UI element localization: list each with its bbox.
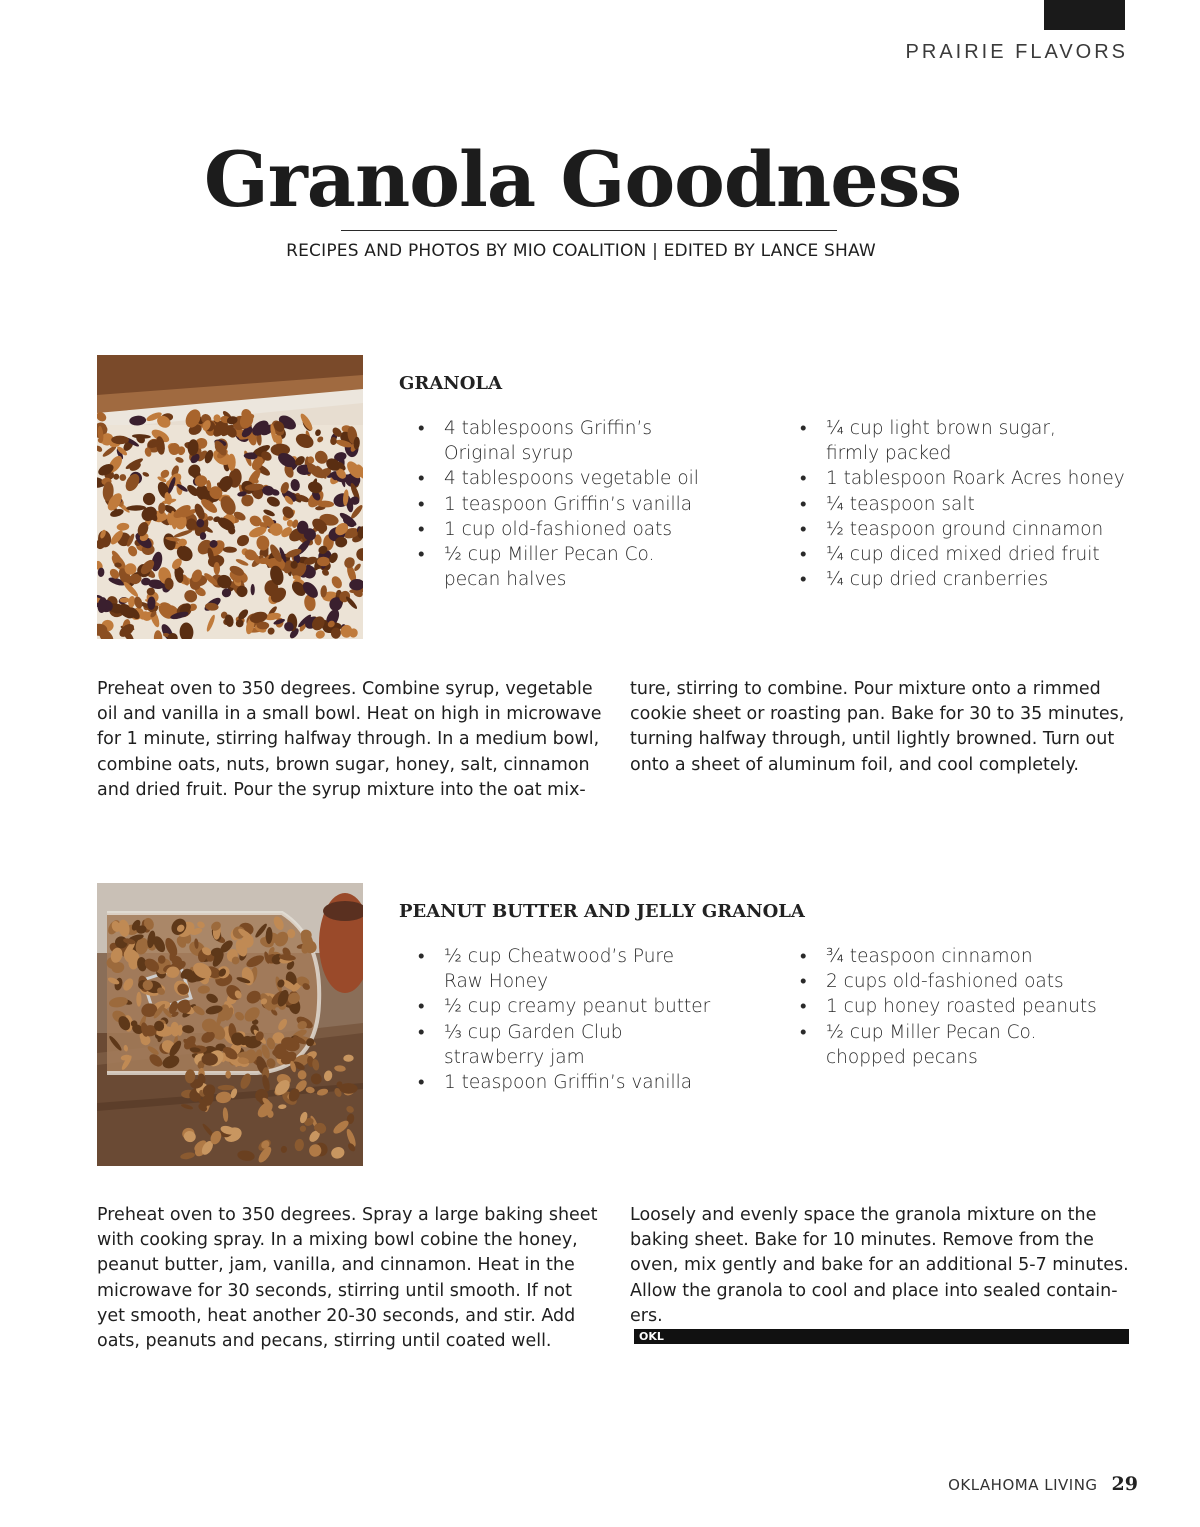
directions-line: peanut butter, jam, vanilla, and cinnamon. Heat in the xyxy=(97,1255,575,1276)
directions-line: Allow the granola to cool and place into sealed contain- xyxy=(630,1280,1118,1301)
ingredient-item: • 1 teaspoon Griffin’s vanilla xyxy=(418,492,699,517)
ingredient-item: • 1 tablespoon Roark Acres honey xyxy=(800,466,1125,491)
section-label: PRAIRIE FLAVORS xyxy=(905,41,1128,63)
ingredient-list xyxy=(418,944,710,1095)
directions-line: microwave for 30 seconds, stirring until smooth. If not xyxy=(97,1280,572,1301)
corner-tab xyxy=(1044,0,1125,30)
directions-line: Preheat oven to 350 degrees. Spray a large baking sheet xyxy=(97,1205,598,1225)
ingredient-item: • ½ cup Miller Pecan Co. chopped pecans xyxy=(800,1020,1097,1070)
directions-column xyxy=(97,1203,597,1354)
ingredient-item: • ½ cup creamy peanut butter xyxy=(418,994,710,1019)
directions-line: oats, peanuts and pecans, stirring until coated well. xyxy=(97,1331,552,1352)
directions-line: for 1 minute, stirring halfway through. In a medium bowl, xyxy=(97,729,600,750)
ingredient-item: • 2 cups old-fashioned oats xyxy=(800,969,1097,994)
directions-line: ers. xyxy=(630,1305,663,1326)
magazine-name: OKLAHOMA LIVING xyxy=(948,1476,1098,1494)
ingredient-list xyxy=(800,944,1097,1070)
directions-line: oven, mix gently and bake for an additional 5-7 minutes. xyxy=(630,1255,1129,1276)
page-number: 29 xyxy=(1111,1473,1138,1495)
ingredient-item: • 1 cup old-fashioned oats xyxy=(418,517,699,542)
ingredient-item: • ½ cup Miller Pecan Co. pecan halves xyxy=(418,542,699,592)
byline: RECIPES AND PHOTOS BY MIO COALITION | EDITED BY LANCE SHAW xyxy=(286,241,876,261)
granola-tray-photo xyxy=(97,355,363,639)
end-mark-logo: OKL xyxy=(634,1329,1129,1344)
directions-line: yet smooth, heat another 20-30 seconds, and stir. Add xyxy=(97,1305,576,1326)
ingredient-item: • 4 tablespoons Griffin’s Original syrup xyxy=(418,416,699,466)
directions-line: Loosely and evenly space the granola mixture on the xyxy=(630,1205,1097,1225)
page-footer xyxy=(948,1473,1138,1495)
directions-column xyxy=(630,677,1124,778)
recipe-title: GRANOLA xyxy=(399,373,503,394)
directions-line: cookie sheet or roasting pan. Bake for 30 to 35 minutes, xyxy=(630,704,1125,725)
directions-line: baking sheet. Bake for 10 minutes. Remove from the xyxy=(630,1230,1094,1251)
ingredient-item: • ¼ cup dried cranberries xyxy=(800,567,1125,592)
article-title: Granola Goodness xyxy=(203,135,962,224)
ingredient-item: • ¾ teaspoon cinnamon xyxy=(800,944,1097,969)
title-rule xyxy=(341,230,837,231)
ingredient-item: • ¼ teaspoon salt xyxy=(800,492,1125,517)
ingredient-item: • ½ teaspoon ground cinnamon xyxy=(800,517,1125,542)
directions-line: onto a sheet of aluminum foil, and cool completely. xyxy=(630,754,1079,775)
ingredient-item: • ⅓ cup Garden Club strawberry jam xyxy=(418,1020,710,1070)
ingredient-item: • ¼ cup diced mixed dried fruit xyxy=(800,542,1125,567)
ingredient-item: • ½ cup Cheatwood’s Pure Raw Honey xyxy=(418,944,710,994)
directions-line-end xyxy=(630,1304,1129,1344)
ingredient-item: • 1 teaspoon Griffin’s vanilla xyxy=(418,1070,710,1095)
directions-line: turning halfway through, until lightly browned. Turn out xyxy=(630,729,1115,750)
directions-line: ture, stirring to combine. Pour mixture onto a rimmed xyxy=(630,679,1101,699)
directions-line: combine oats, nuts, brown sugar, honey, salt, cinnamon xyxy=(97,754,590,775)
directions-line: oil and vanilla in a small bowl. Heat on high in microwave xyxy=(97,704,602,725)
directions-line: and dried fruit. Pour the syrup mixture into the oat mix- xyxy=(97,779,586,800)
pbj-granola-jar-photo xyxy=(97,883,363,1166)
ingredient-item: • 1 cup honey roasted peanuts xyxy=(800,994,1097,1019)
ingredient-list xyxy=(800,416,1125,592)
recipe-title: PEANUT BUTTER AND JELLY GRANOLA xyxy=(399,901,805,922)
ingredient-list xyxy=(418,416,699,592)
directions-column xyxy=(97,677,602,803)
ingredient-item: • ¼ cup light brown sugar, firmly packed xyxy=(800,416,1125,466)
directions-line: Preheat oven to 350 degrees. Combine syrup, vegetable xyxy=(97,679,593,699)
ingredient-item: • 4 tablespoons vegetable oil xyxy=(418,466,699,491)
directions-column xyxy=(630,1203,1129,1344)
directions-line: with cooking spray. In a mixing bowl cobine the honey, xyxy=(97,1230,578,1251)
